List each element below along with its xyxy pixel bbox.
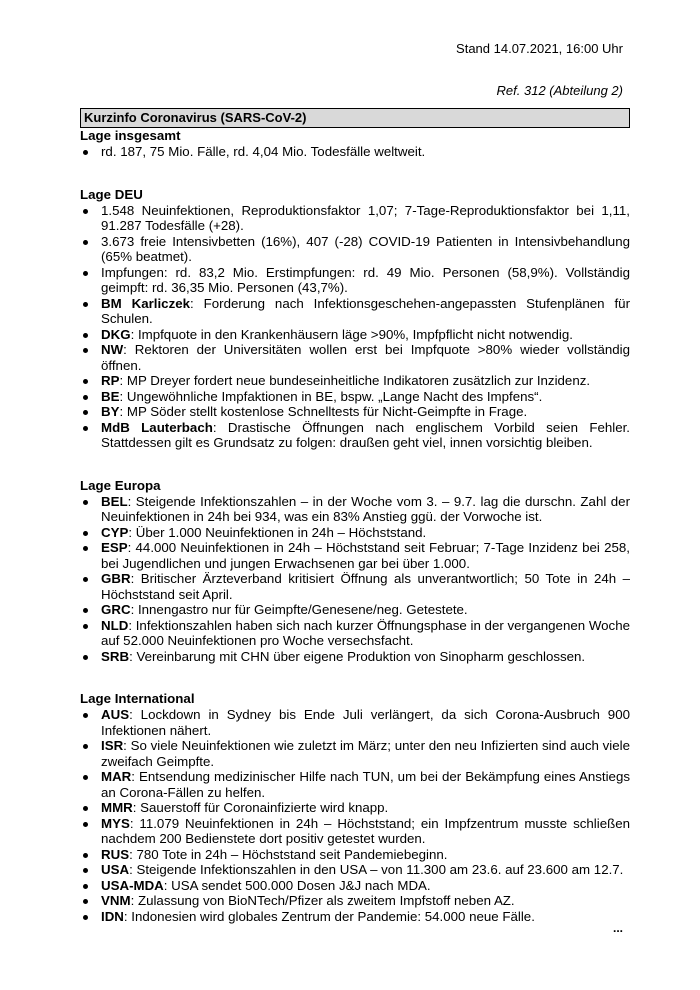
list-item	[80, 909, 630, 925]
section-heading: Lage DEU	[80, 186, 143, 202]
item-label: IDN	[101, 908, 124, 924]
list-item	[80, 738, 630, 769]
list-item	[80, 540, 630, 571]
document-body	[80, 108, 630, 924]
list-item	[80, 862, 630, 878]
item-text: : 780 Tote in 24h – Höchststand seit Pandemiebeginn.	[129, 846, 448, 862]
item-label: BE	[101, 388, 120, 404]
item-text: : Entsendung medizinischer Hilfe nach TUN, um bei der Bekämpfung eines Anstiegs an Corona-Fällen zu helfen.	[101, 769, 630, 800]
item-text: 1.548 Neuinfektionen, Reproduktionsfaktor 1,07; 7-Tage-Reproduktionsfaktor bei 1,11, 91.287 Todesfälle (+28).	[101, 202, 630, 233]
section-heading: Lage Europa	[80, 477, 161, 493]
item-label: BEL	[101, 493, 128, 509]
item-text: 3.673 freie Intensivbetten (16%), 407 (-28) COVID-19 Patienten in Intensivbehandlung (65% beatmet).	[101, 233, 630, 264]
list-item	[80, 816, 630, 847]
item-text: Impfungen: rd. 83,2 Mio. Erstimpfungen: rd. 49 Mio. Personen (58,9%). Vollständig geimpft: rd. 36,35 Mio. Personen (43,7%).	[101, 264, 630, 295]
list-item	[80, 265, 630, 296]
list-item	[80, 618, 630, 649]
bullet-list	[80, 494, 630, 665]
list-item	[80, 649, 630, 665]
bullet-list	[80, 144, 630, 160]
list-item	[80, 234, 630, 265]
item-text: : Britischer Ärzteverband kritisiert Öffnung als unverantwortlich; 50 Tote in 24h – Höchststand seit April.	[101, 571, 630, 602]
item-text: : Innengastro nur für Geimpfte/Genesene/neg. Getestete.	[130, 602, 468, 617]
reference: Ref. 312 (Abteilung 2)	[496, 83, 623, 98]
list-item	[80, 327, 630, 343]
section-heading: Lage insgesamt	[80, 128, 181, 143]
item-text: : So viele Neuinfektionen wie zuletzt im März; unter den neu Infizierten sind auch viele zweifach Geimpfte.	[101, 738, 630, 769]
list-item	[80, 420, 630, 451]
sections	[80, 128, 630, 924]
item-text: rd. 187, 75 Mio. Fälle, rd. 4,04 Mio. Todesfälle weltweit.	[101, 144, 426, 159]
item-text: : Steigende Infektionszahlen in den USA – von 11.300 am 23.6. auf 23.600 am 12.7.	[129, 862, 624, 877]
item-text: : Sauerstoff für Coronainfizierte wird knapp.	[132, 800, 389, 815]
continuation-mark: ...	[612, 921, 623, 935]
item-label: GBR	[101, 571, 131, 586]
item-text: : Lockdown in Sydney bis Ende Juli verlängert, da sich Corona-Ausbruch 900 Infektionen nähert.	[101, 707, 630, 738]
list-item	[80, 203, 630, 234]
item-label: AUS	[101, 707, 130, 722]
item-text: : Impfquote in den Krankenhäusern läge >90%, Impfpflicht nicht notwendig.	[130, 326, 573, 342]
item-text: : MP Dreyer fordert neue bundeseinheitliche Indikatoren zusätzlich zur Inzidenz.	[119, 373, 591, 388]
item-label: GRC	[101, 602, 131, 617]
item-text: : USA sendet 500.000 Dosen J&J nach MDA.	[163, 877, 431, 893]
list-item	[80, 494, 630, 525]
section-heading: Lage International	[80, 691, 195, 706]
item-label: MdB Lauterbach	[101, 419, 213, 435]
item-text: : Drastische Öffnungen nach englischem Vorbild seien Fehler. Stattdessen gilt es Grundsatz zu folgen: draußen geht viel, innen vorsichtig bleiben.	[101, 419, 630, 450]
item-text: : Indonesien wird globales Zentrum der Pandemie: 54.000 neue Fälle.	[123, 908, 535, 924]
list-item	[80, 342, 630, 373]
item-label: MMR	[101, 800, 133, 815]
item-text: : Zulassung von BioNTech/Pfizer als zweitem Impfstoff neben AZ.	[130, 893, 515, 908]
stand-date: Stand 14.07.2021, 16:00 Uhr	[456, 41, 623, 56]
list-item	[80, 878, 630, 894]
item-label: USA-MDA	[101, 877, 164, 893]
item-label: NLD	[101, 617, 129, 633]
item-label: RP	[101, 373, 120, 388]
list-item	[80, 389, 630, 405]
item-label: BM Karliczek	[101, 295, 191, 311]
bullet-list	[80, 203, 630, 451]
list-item	[80, 602, 630, 618]
list-item	[80, 525, 630, 541]
list-item	[80, 571, 630, 602]
item-label: SRB	[101, 648, 130, 664]
list-item	[80, 769, 630, 800]
item-text: : Forderung nach Infektionsgeschehen-angepassten Stufenplänen für Schulen.	[101, 295, 630, 326]
item-text: : 11.079 Neuinfektionen in 24h – Höchststand; ein Impfzentrum musste schließen nachdem 200 Bedienstete dort positiv getestet wurden.	[101, 815, 630, 846]
item-label: ISR	[101, 738, 124, 753]
item-label: MAR	[101, 769, 132, 784]
list-item	[80, 404, 630, 420]
item-text: : MP Söder stellt kostenlose Schnelltests für Nicht-Geimpfte in Frage.	[119, 404, 528, 419]
item-label: ESP	[101, 540, 128, 555]
item-text: : Steigende Infektionszahlen – in der Woche vom 3. – 9.7. lag die durschn. Zahl der Neuinfektionen in 24h bei 934, was ein 83% Anstieg ggü. der Vorwoche ist.	[101, 493, 630, 524]
item-label: MYS	[101, 815, 130, 831]
document-title: Kurzinfo Coronavirus (SARS-CoV-2)	[80, 108, 630, 128]
list-item	[80, 800, 630, 816]
item-label: CYP	[101, 524, 129, 540]
item-text: : Vereinbarung mit CHN über eigene Produktion von Sinopharm geschlossen.	[129, 648, 586, 664]
list-item	[80, 707, 630, 738]
item-label: BY	[101, 404, 120, 419]
item-text: : Infektionszahlen haben sich nach kurzer Öffnungsphase in der vergangenen Woche auf 52.000 Neuinfektionen pro Woche versechsfacht.	[101, 617, 630, 648]
item-label: RUS	[101, 846, 130, 862]
item-label: DKG	[101, 326, 131, 342]
list-item	[80, 847, 630, 863]
list-item	[80, 144, 630, 160]
item-text: : Rektoren der Universitäten wollen erst bei Impfquote >80% wieder vollständig öffnen.	[101, 342, 630, 373]
list-item	[80, 373, 630, 389]
list-item	[80, 893, 630, 909]
item-label: NW	[101, 342, 124, 357]
item-label: USA	[101, 862, 130, 877]
list-item	[80, 296, 630, 327]
bullet-list	[80, 707, 630, 924]
item-text: : Über 1.000 Neuinfektionen in 24h – Höchststand.	[128, 524, 427, 540]
item-label: VNM	[101, 893, 131, 908]
item-text: : Ungewöhnliche Impfaktionen in BE, bspw. „Lange Nacht des Impfens“.	[119, 388, 543, 404]
item-text: : 44.000 Neuinfektionen in 24h – Höchststand seit Februar; 7-Tage Inzidenz bei 258, bei Jugendlichen und jungen Erwachsenen gar bei über 1.000.	[101, 540, 630, 571]
